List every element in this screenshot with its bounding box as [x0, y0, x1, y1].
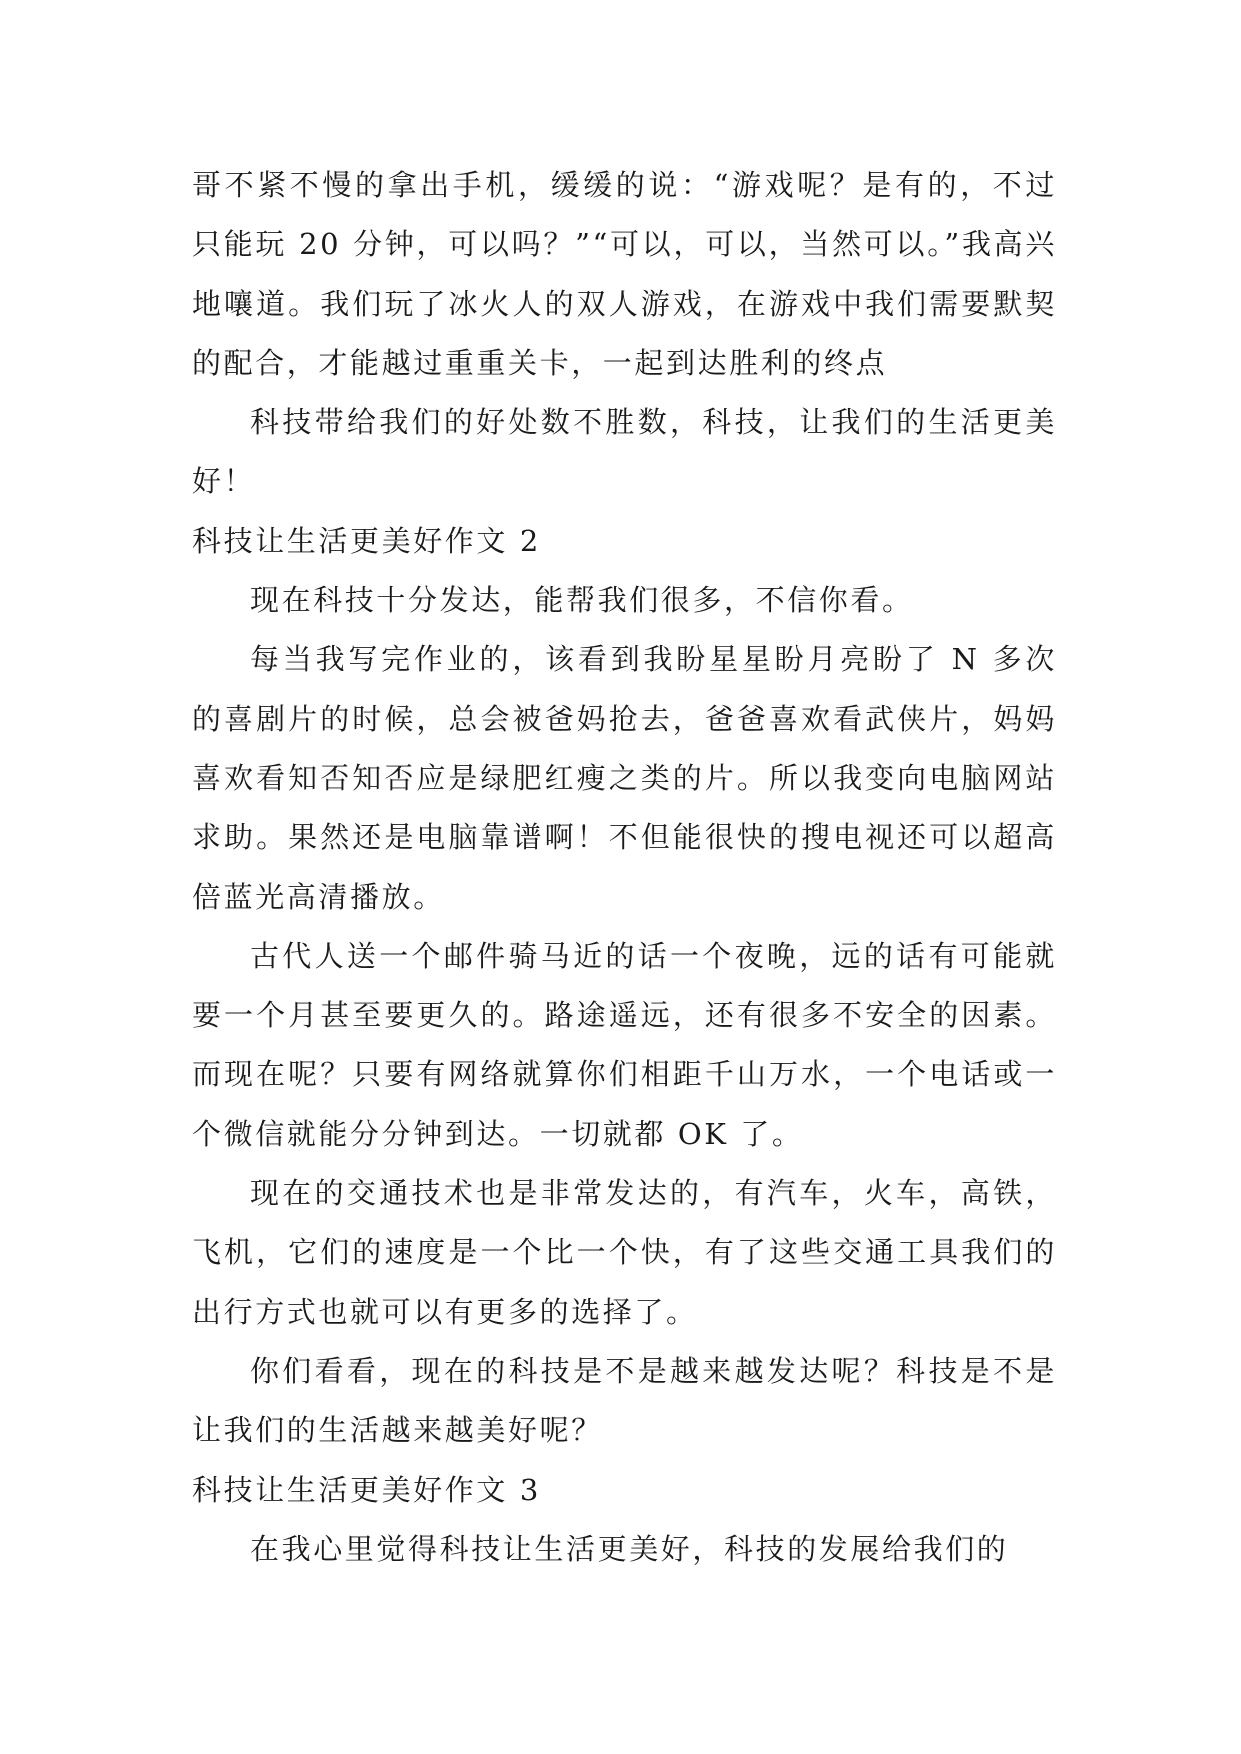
paragraph-8: 在我心里觉得科技让生活更美好，科技的发展给我们的 [250, 1531, 1009, 1566]
paragraph-5: 古代人送一个邮件骑马近的话一个夜晚，远的话有可能就要一个月甚至要更久的。路途遥远，还有很多不安全的因素。而现在呢？只要有网络就算你们相距千山万水，一个电话或一个微信就能分分钟到达。一切就都 OK 了。 [192, 938, 1057, 1151]
section-heading-2: 科技让生活更美好作文 2 [192, 523, 541, 558]
section-heading-3: 科技让生活更美好作文 3 [192, 1472, 541, 1507]
paragraph-3: 现在科技十分发达，能帮我们很多，不信你看。 [250, 583, 914, 618]
paragraph-2: 科技带给我们的好处数不胜数，科技，让我们的生活更美好！ [192, 405, 1057, 499]
paragraph-6: 现在的交通技术也是非常发达的，有汽车，火车，高铁，飞机，它们的速度是一个比一个快，有了这些交通工具我们的出行方式也就可以有更多的选择了。 [192, 1176, 1057, 1329]
paragraph-7: 你们看看，现在的科技是不是越来越发达呢？科技是不是让我们的生活越来越美好呢？ [192, 1353, 1057, 1448]
document-page [192, 156, 1057, 1579]
paragraph-4: 每当我写完作业的，该看到我盼星星盼月亮盼了 N 多次的喜剧片的时候，总会被爸妈抢去，爸爸喜欢看武侠片，妈妈喜欢看知否知否应是绿肥红瘦之类的片。所以我变向电脑网站求助。果然还是电脑靠谱啊！不但能很快的搜电视还可以超高倍蓝光高清播放。 [192, 642, 1057, 914]
paragraph-1: 哥不紧不慢的拿出手机，缓缓的说：“游戏呢？是有的，不过只能玩 20 分钟，可以吗？”“可以，可以，当然可以。”我高兴地嚷道。我们玩了冰火人的双人游戏，在游戏中我们需要默契的配合，才能越过重重关卡，一起到达胜利的终点 [192, 168, 1057, 380]
